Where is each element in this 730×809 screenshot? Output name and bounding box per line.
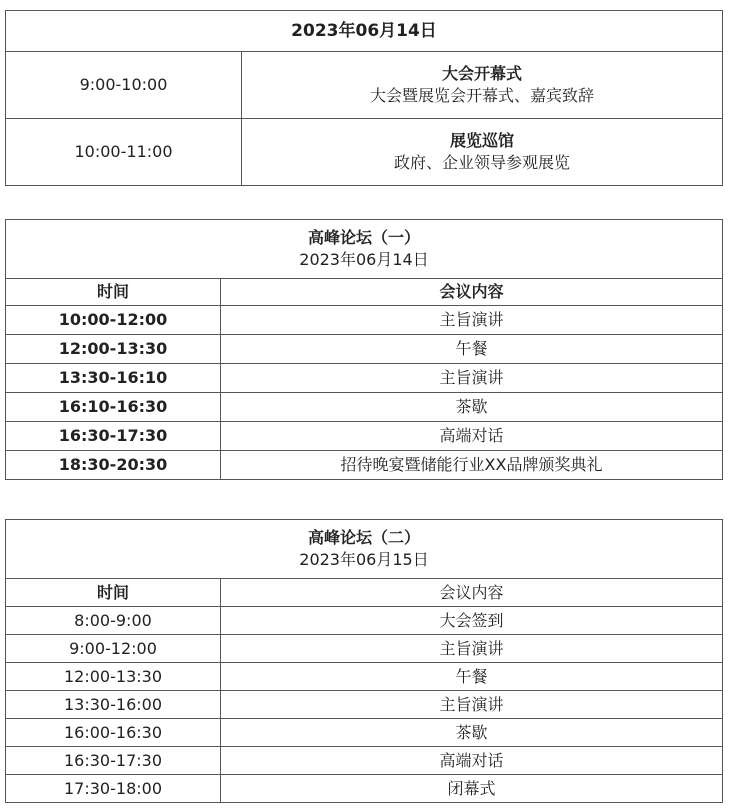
day1-schedule-table [5,10,723,186]
day1-event-row [6,119,723,186]
row-content: 招待晚宴暨储能行业XX品牌颁奖典礼 [221,451,723,480]
row-time: 8:00-9:00 [6,607,221,635]
row-time: 17:30-18:00 [6,775,221,803]
table-row [6,393,723,422]
table-row [6,422,723,451]
event-time: 9:00-10:00 [6,52,242,119]
column-header-content: 会议内容 [221,579,723,607]
table-row [6,335,723,364]
row-time: 12:00-13:30 [6,663,221,691]
forum2-title: 高峰论坛（二） [307,528,420,547]
day1-event-row [6,52,723,119]
row-content: 主旨演讲 [221,635,723,663]
column-header-time: 时间 [6,579,221,607]
row-content: 闭幕式 [221,775,723,803]
row-content: 大会签到 [221,607,723,635]
row-time: 13:30-16:00 [6,691,221,719]
row-content: 主旨演讲 [221,364,723,393]
event-cell [242,52,723,119]
row-time: 16:10-16:30 [6,393,221,422]
table-row [6,719,723,747]
row-time: 18:30-20:30 [6,451,221,480]
row-time: 13:30-16:10 [6,364,221,393]
row-content: 午餐 [221,335,723,364]
table-row [6,451,723,480]
table-row [6,691,723,719]
row-content: 茶歇 [221,393,723,422]
row-time: 12:00-13:30 [6,335,221,364]
row-time: 16:30-17:30 [6,422,221,451]
table-row [6,607,723,635]
forum1-date: 2023年06月14日 [299,250,429,269]
row-time: 10:00-12:00 [6,306,221,335]
table-row [6,663,723,691]
row-time: 16:00-16:30 [6,719,221,747]
forum2-table [5,519,723,803]
row-content: 午餐 [221,663,723,691]
forum1-table [5,219,723,480]
event-time: 10:00-11:00 [6,119,242,186]
table-row [6,635,723,663]
event-desc: 政府、企业领导参观展览 [393,153,570,172]
day1-date: 2023年06月14日 [6,11,723,52]
row-content: 茶歇 [221,719,723,747]
row-content: 高端对话 [221,747,723,775]
table-row [6,747,723,775]
event-desc: 大会暨展览会开幕式、嘉宾致辞 [369,86,594,105]
table-row [6,306,723,335]
row-content: 主旨演讲 [221,691,723,719]
table-row [6,364,723,393]
forum1-header [6,220,723,279]
row-time: 9:00-12:00 [6,635,221,663]
event-cell [242,119,723,186]
row-content: 主旨演讲 [221,306,723,335]
event-title: 展览巡馆 [449,131,514,150]
forum1-title: 高峰论坛（一） [307,228,420,247]
event-title: 大会开幕式 [441,64,522,83]
table-row [6,775,723,803]
forum2-date: 2023年06月15日 [299,550,429,569]
row-content: 高端对话 [221,422,723,451]
column-header-content: 会议内容 [221,279,723,306]
column-header-time: 时间 [6,279,221,306]
row-time: 16:30-17:30 [6,747,221,775]
forum2-header [6,520,723,579]
